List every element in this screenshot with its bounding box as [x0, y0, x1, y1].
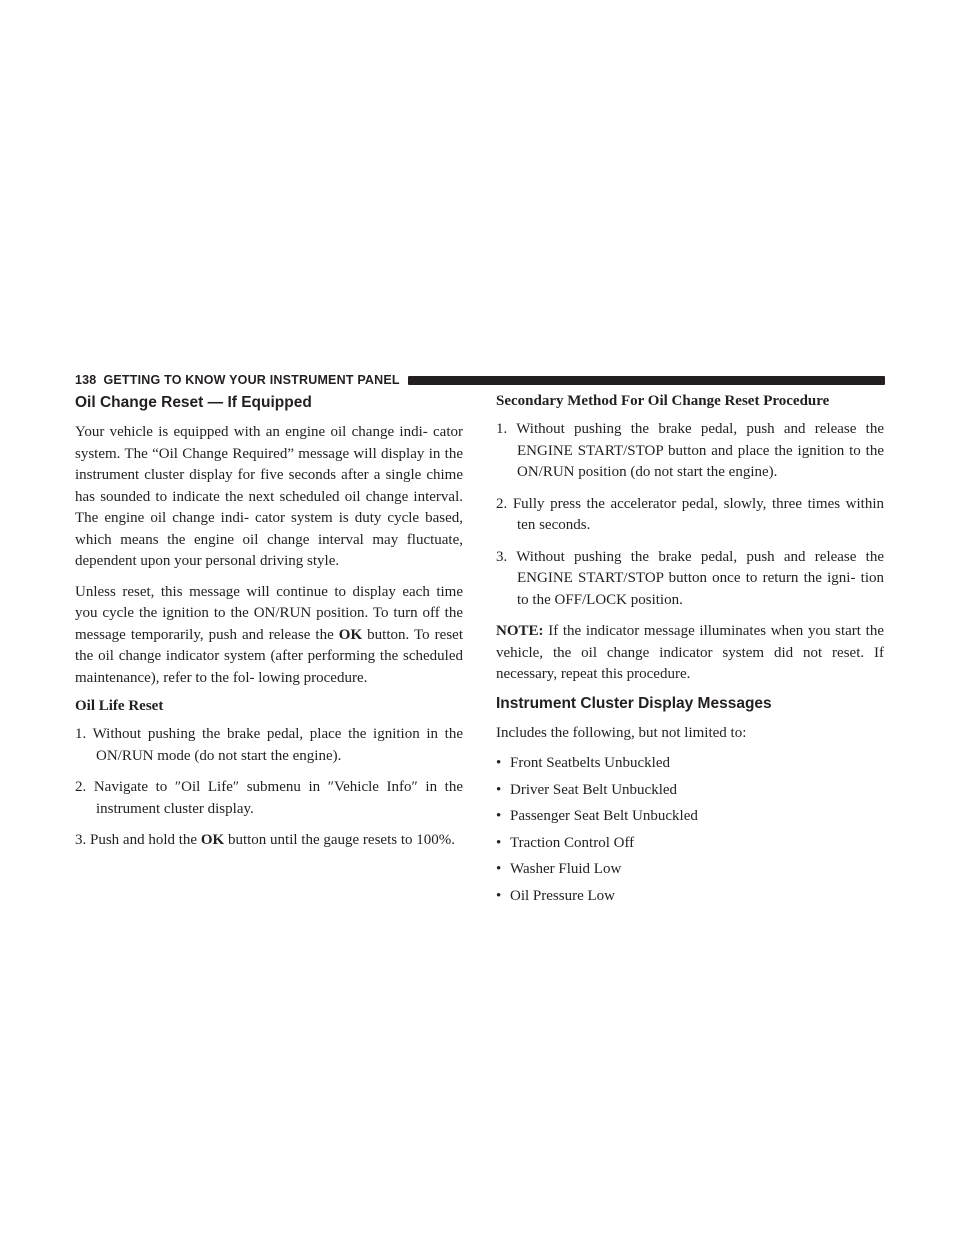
list-item: • Front Seatbelts Unbuckled	[496, 753, 884, 775]
right-column	[496, 391, 884, 912]
step-item: 2. Fully press the accelerator pedal, slowly, three times within ten seconds.	[496, 495, 884, 533]
subheading-secondary-method: Secondary Method For Oil Change Reset Procedure	[496, 393, 830, 409]
paragraph-unless-reset: Unless reset, this message will continue to display each time you cycle the ignition to the ON/RUN position. To turn off the message temporarily, push and release the OK button. To reset the oil change indicator system (after performing the scheduled maintenance), refer to the fol- lowing procedure.	[75, 583, 463, 686]
bullet-icon: •	[496, 887, 502, 904]
list-item: • Passenger Seat Belt Unbuckled	[496, 806, 884, 828]
paragraph-includes: Includes the following, but not limited to:	[496, 724, 747, 741]
step-item: 2. Navigate to ″Oil Life″ submenu in ″Vehicle Info″ in the instrument cluster display.	[75, 779, 463, 817]
note-paragraph: NOTE: If the indicator message illuminates when you start the vehicle, the oil change indicator system did not reset. If necessary, repeat this procedure.	[496, 623, 884, 682]
subheading-oil-life-reset: Oil Life Reset	[75, 698, 164, 714]
bullet-icon: •	[496, 808, 502, 824]
note-label: NOTE:	[496, 623, 544, 639]
section-heading-oil-change-reset: Oil Change Reset — If Equipped	[75, 394, 312, 411]
bullet-icon: •	[496, 781, 502, 798]
step-item: 3. Without pushing the brake pedal, push and release the ENGINE START/STOP button once to return the igni- tion to the OFF/LOCK position.	[496, 548, 884, 608]
ok-button-ref: OK	[200, 832, 225, 848]
header-rule	[408, 376, 885, 385]
section-heading-cluster-messages: Instrument Cluster Display Messages	[496, 694, 772, 712]
ok-button-ref: OK	[338, 626, 363, 643]
page-header	[75, 370, 885, 390]
step-item: 3. Push and hold the OK button until the gauge resets to 100%.	[75, 832, 455, 848]
secondary-method-steps	[496, 419, 884, 611]
message-list	[496, 753, 884, 907]
page-number: 138	[75, 373, 97, 387]
paragraph-oil-change-indicator: Your vehicle is equipped with an engine oil change indi- cator system. The “Oil Change Required” message will display in the instrument cluster display for five seconds after a single chime has sounded to indicate the next scheduled oil change interval. The engine oil change indi- cator system is duty cycle based, which means the engine oil change interval may fluctuate, dependent upon your personal driving style.	[75, 424, 463, 569]
step-item: 1. Without pushing the brake pedal, push and release the ENGINE START/STOP button and place the ignition to the ON/RUN position (do not start the engine).	[496, 421, 884, 480]
bullet-icon: •	[496, 861, 502, 877]
step-item: 1. Without pushing the brake pedal, place the ignition in the ON/RUN mode (do not start the engine).	[75, 726, 463, 764]
left-column	[75, 391, 463, 862]
oil-life-reset-steps	[75, 724, 463, 852]
list-item: • Oil Pressure Low	[496, 886, 884, 908]
bullet-icon: •	[496, 755, 502, 771]
header-title: GETTING TO KNOW YOUR INSTRUMENT PANEL	[103, 373, 400, 387]
list-item: • Driver Seat Belt Unbuckled	[496, 780, 884, 802]
list-item: • Traction Control Off	[496, 833, 884, 855]
bullet-icon: •	[496, 834, 502, 851]
list-item: • Washer Fluid Low	[496, 859, 884, 881]
